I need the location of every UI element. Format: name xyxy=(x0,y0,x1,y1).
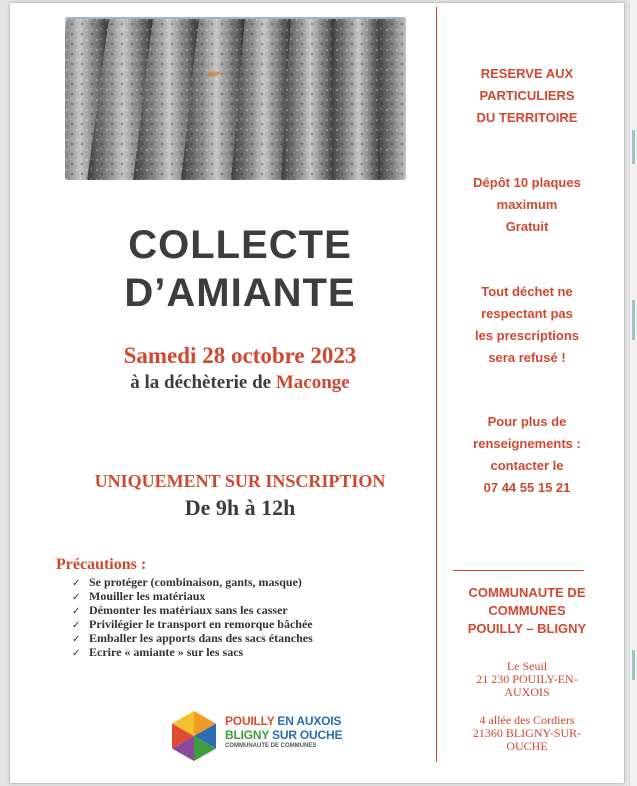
flyer-page xyxy=(10,3,624,783)
precaution-text: Mouiller les matériaux xyxy=(89,589,206,603)
list-item xyxy=(72,617,313,631)
logo-line-3: COMMUNAUTE DE COMMUNES xyxy=(225,743,317,749)
location-prefix: à la déchèterie de xyxy=(130,372,276,393)
phone-number: 07 44 55 15 21 xyxy=(483,480,571,495)
contact-info: Pour plus de renseignements : contacter le 07 44 55 15 21 xyxy=(440,411,614,499)
precautions-title: Précautions : xyxy=(56,556,147,573)
refusal-warning: Tout déchet ne respectant pas les prescriptions sera refusé ! xyxy=(474,284,580,365)
logo-line-2: BLIGNY SUR OUCHE xyxy=(225,728,343,742)
check-icon: ✓ xyxy=(72,578,81,589)
registration-notice: UNIQUEMENT SUR INSCRIPTION xyxy=(94,471,386,491)
column-divider xyxy=(436,7,437,762)
precaution-text: Ecrire « amiante » sur les sacs xyxy=(89,645,244,659)
precautions-list xyxy=(72,575,313,659)
event-hours: De 9h à 12h xyxy=(184,495,296,520)
list-item xyxy=(72,645,313,659)
address-seuil: Le Seuil 21 230 POUILY-EN- AUXOIS xyxy=(476,659,578,699)
location-town: Maconge xyxy=(275,372,350,393)
scroll-marker xyxy=(632,650,635,680)
list-item xyxy=(72,589,313,603)
title-line-1: COLLECTE xyxy=(128,223,352,267)
asbestos-roof-photo xyxy=(65,17,406,180)
reserved-notice: RESERVE AUX PARTICULIERS DU TERRITOIRE xyxy=(476,66,578,125)
community-logo xyxy=(167,709,367,763)
check-icon: ✓ xyxy=(72,648,81,659)
check-icon: ✓ xyxy=(72,620,81,631)
section-divider xyxy=(453,570,584,571)
event-location xyxy=(50,372,430,394)
precaution-text: Se protéger (combinaison, gants, masque) xyxy=(89,575,302,589)
list-item xyxy=(72,575,313,589)
precaution-text: Démonter les matériaux sans les casser xyxy=(89,603,288,617)
check-icon: ✓ xyxy=(72,606,81,617)
precaution-text: Emballer les apports dans des sacs étanches xyxy=(89,631,313,645)
event-date: Samedi 28 octobre 2023 xyxy=(123,343,357,368)
scroll-marker xyxy=(632,130,635,164)
hexagon-logo-icon xyxy=(167,709,221,763)
scroll-marker xyxy=(632,300,635,340)
viewer-right-edge xyxy=(629,0,637,786)
title-line-2: D’AMIANTE xyxy=(124,271,356,315)
list-item xyxy=(72,631,313,645)
logo-line-1: POUILLY EN AUXOIS xyxy=(225,714,342,728)
address-cordiers: 4 allée des Cordiers 21360 BLIGNY-SUR- OUCHE xyxy=(472,713,582,753)
organisation-name: COMMUNAUTE DE COMMUNES POUILLY – BLIGNY xyxy=(467,585,587,636)
list-item xyxy=(72,603,313,617)
check-icon: ✓ xyxy=(72,634,81,645)
deposit-notice: Dépôt 10 plaques maximum Gratuit xyxy=(473,175,581,234)
precaution-text: Privilégier le transport en remorque bâchée xyxy=(89,617,313,631)
check-icon: ✓ xyxy=(72,592,81,603)
